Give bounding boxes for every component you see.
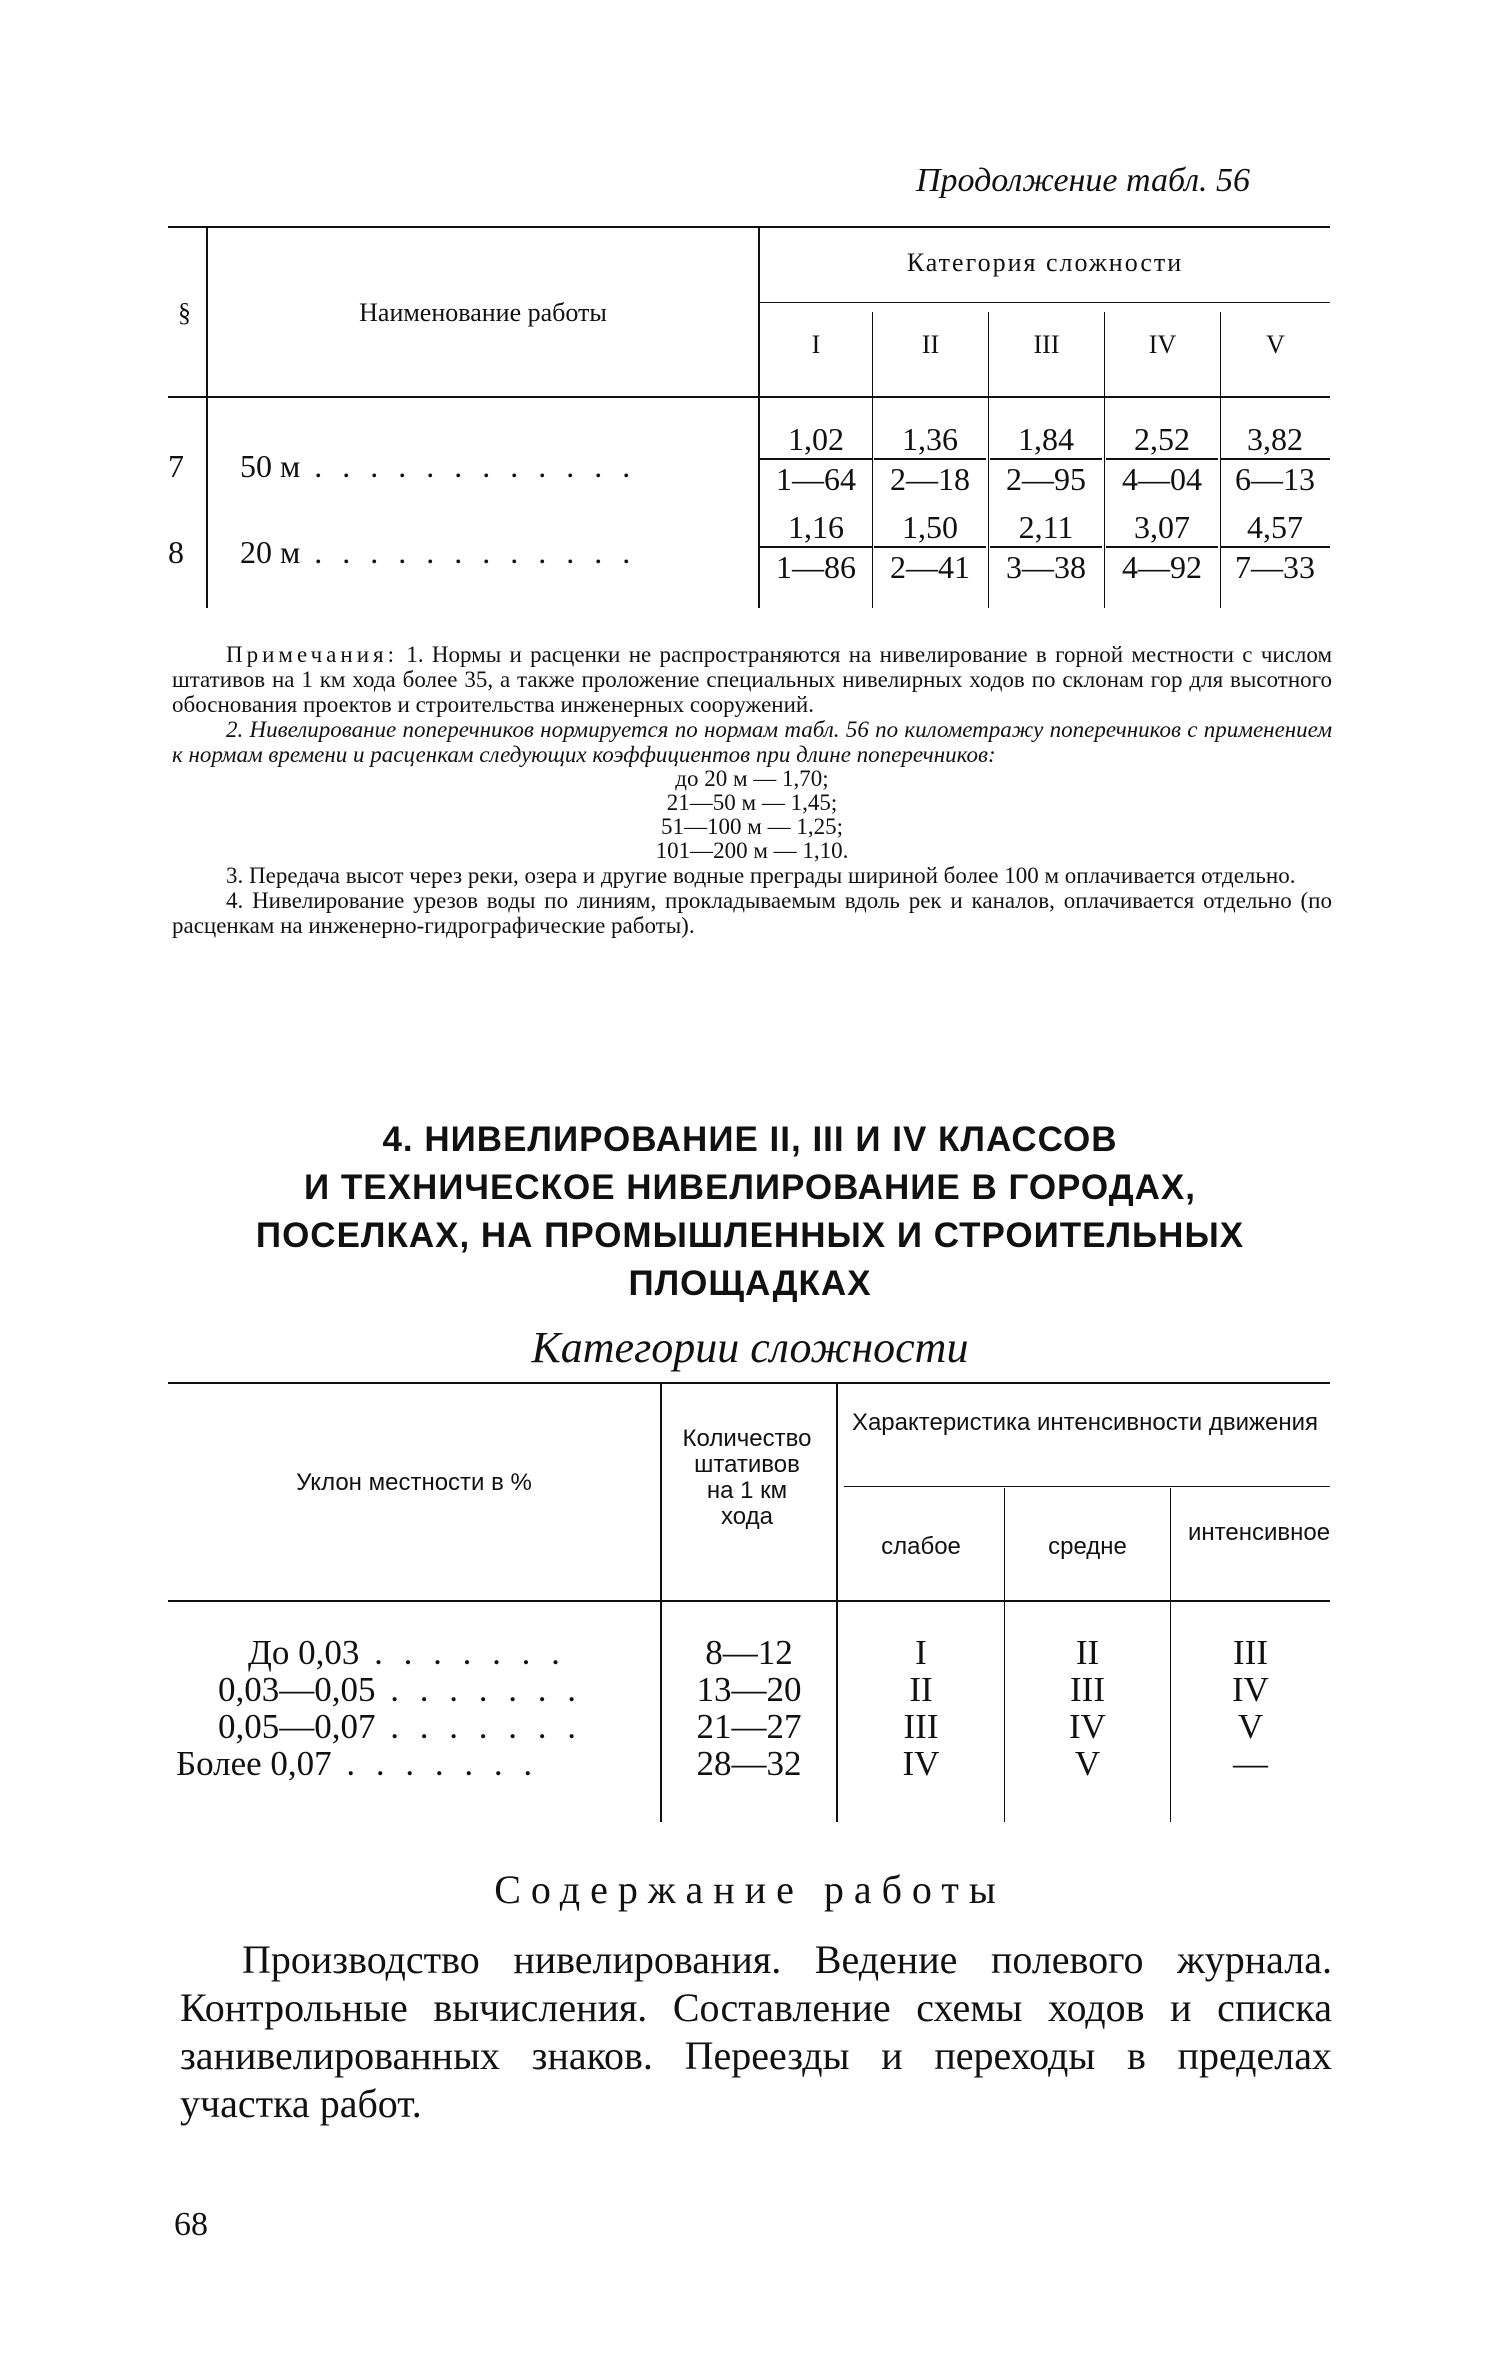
coef-2: 21—50 м — 1,45; xyxy=(666,790,838,815)
row-8-name: 20 м . . . . . . . . . . . . xyxy=(240,534,637,570)
coef-1: до 20 м — 1,70; xyxy=(675,766,829,791)
intense-row-3: V xyxy=(1237,1707,1264,1746)
coef-4: 101—200 м — 1,10. xyxy=(655,838,849,863)
intense-row-1: III xyxy=(1233,1633,1268,1672)
count-row-4: 28—32 xyxy=(696,1744,802,1783)
section-heading: 4. НИВЕЛИРОВАНИЕ II, III И IV КЛАССОВ И ТЕХНИЧЕСКОЕ НИВЕЛИРОВАНИЕ В ГОРОДАХ, ПОСЕЛКАХ, НА ПРОМЫШЛЕННЫХ И СТРОИТЕЛЬНЫХ ПЛОЩАДКАХ xyxy=(255,1120,1245,1303)
medium-column-header: средне xyxy=(1048,1533,1127,1560)
category-ii-header: II xyxy=(921,330,940,359)
slope-column-header: Уклон местности в % xyxy=(296,1469,532,1496)
row-8-cell-iv: $\frac{3,07}{4—92}$ xyxy=(1106,508,1218,586)
medium-row-3: IV xyxy=(1069,1707,1106,1746)
medium-row-1: II xyxy=(1075,1633,1100,1672)
row-8-cell-i: $\frac{1,16}{1—86}$ xyxy=(760,508,872,586)
table-top-rule xyxy=(168,226,1330,228)
weak-row-2: II xyxy=(909,1670,933,1709)
row-7-cell-iv: $\frac{2,52}{4—04}$ xyxy=(1106,420,1218,498)
category-iii-header: III xyxy=(1033,330,1060,359)
row-8-cell-ii: $\frac{1,50}{2—41}$ xyxy=(874,508,986,586)
row-8-section: 8 xyxy=(168,534,184,570)
table-continuation-label: Продолжение табл. 56 xyxy=(916,162,1251,199)
intense-row-4: — xyxy=(1233,1744,1268,1783)
category-column-header: Категория сложности xyxy=(906,248,1184,277)
note-4: 4. Нивелирование урезов воды по линиям, прокладываемым вдоль рек и каналов, оплачивается отдельно (по расценкам на инженерно-гидрографические работы). xyxy=(172,888,1332,938)
count-row-2: 13—20 xyxy=(696,1670,802,1709)
table-56-continuation xyxy=(168,226,1330,608)
row-8-cell-iii: $\frac{2,11}{3—38}$ xyxy=(990,508,1102,586)
note-1: Примечания: 1. Нормы и расценки не распространяются на нивелирование в горной местности с числом штативов на 1 км хода более 35, а также проложение специальных нивелирных ходов по склонам гор для высотного обоснования проектов и строительства инженерных сооружений. xyxy=(172,642,1333,717)
count-row-1: 8—12 xyxy=(705,1633,793,1672)
row-7-section: 7 xyxy=(168,448,184,484)
note-3: 3. Передача высот через реки, озера и другие водные преграды шириной более 100 м оплачивается отдельно. xyxy=(226,863,1296,888)
category-i-header: I xyxy=(811,330,821,359)
row-8-cell-v: $\frac{4,57}{7—33}$ xyxy=(1220,508,1330,586)
work-name-column-header: Наименование работы xyxy=(359,298,607,327)
category-v-header: V xyxy=(1266,330,1285,359)
intense-column-header: интенсивное xyxy=(1188,1519,1331,1546)
slope-row-3: 0,05—0,07 . . . . . . . xyxy=(218,1707,582,1746)
medium-row-4: V xyxy=(1074,1744,1101,1783)
weak-column-header: слабое xyxy=(881,1533,961,1560)
complexity-categories-table xyxy=(168,1382,1330,1822)
row-7-cell-i: $\frac{1,02}{1—64}$ xyxy=(760,420,872,498)
coef-3: 51—100 м — 1,25; xyxy=(661,814,843,839)
row-7-cell-v: $\frac{3,82}{6—13}$ xyxy=(1220,420,1330,498)
table-notes xyxy=(172,642,1332,938)
work-content-title: Содержание работы xyxy=(494,1867,1006,1912)
traffic-column-header: Характеристика интенсивности движения xyxy=(851,1409,1319,1436)
work-content-paragraph: Производство нивелирования. Ведение полевого журнала. Контрольные вычисления. Составление схемы ходов и списка занивелированных знаков. Переезды и переходы в пределах участка работ. xyxy=(180,1937,1332,2126)
row-7-cell-iii: $\frac{1,84}{2—95}$ xyxy=(990,420,1102,498)
intense-row-2: IV xyxy=(1232,1670,1269,1709)
row-7-cell-ii: $\frac{1,36}{2—18}$ xyxy=(874,420,986,498)
count-column-header: Количество штативов на 1 км хода xyxy=(682,1425,812,1530)
weak-row-1: I xyxy=(915,1633,927,1672)
categories-title: Категории сложности xyxy=(531,1323,969,1372)
section-column-header: § xyxy=(178,298,191,327)
weak-row-4: IV xyxy=(902,1744,940,1783)
page-number: 68 xyxy=(174,2206,208,2243)
header-bottom-rule xyxy=(168,396,1330,398)
slope-row-1: До 0,03 . . . . . . . xyxy=(248,1633,566,1672)
count-row-3: 21—27 xyxy=(696,1707,802,1746)
category-iv-header: IV xyxy=(1148,330,1177,359)
note-2: 2. Нивелирование поперечников нормируется по нормам табл. 56 по километражу поперечников с применением к нормам времени и расценкам следующих коэффициентов при длине поперечников: xyxy=(172,717,1332,767)
category-header-rule xyxy=(758,302,1330,303)
slope-row-4: Более 0,07 . . . . . . . xyxy=(176,1744,539,1783)
medium-row-2: III xyxy=(1070,1670,1105,1709)
weak-row-3: III xyxy=(903,1707,939,1746)
row-7-name: 50 м . . . . . . . . . . . . xyxy=(240,448,637,484)
slope-row-2: 0,03—0,05 . . . . . . . xyxy=(218,1670,582,1709)
